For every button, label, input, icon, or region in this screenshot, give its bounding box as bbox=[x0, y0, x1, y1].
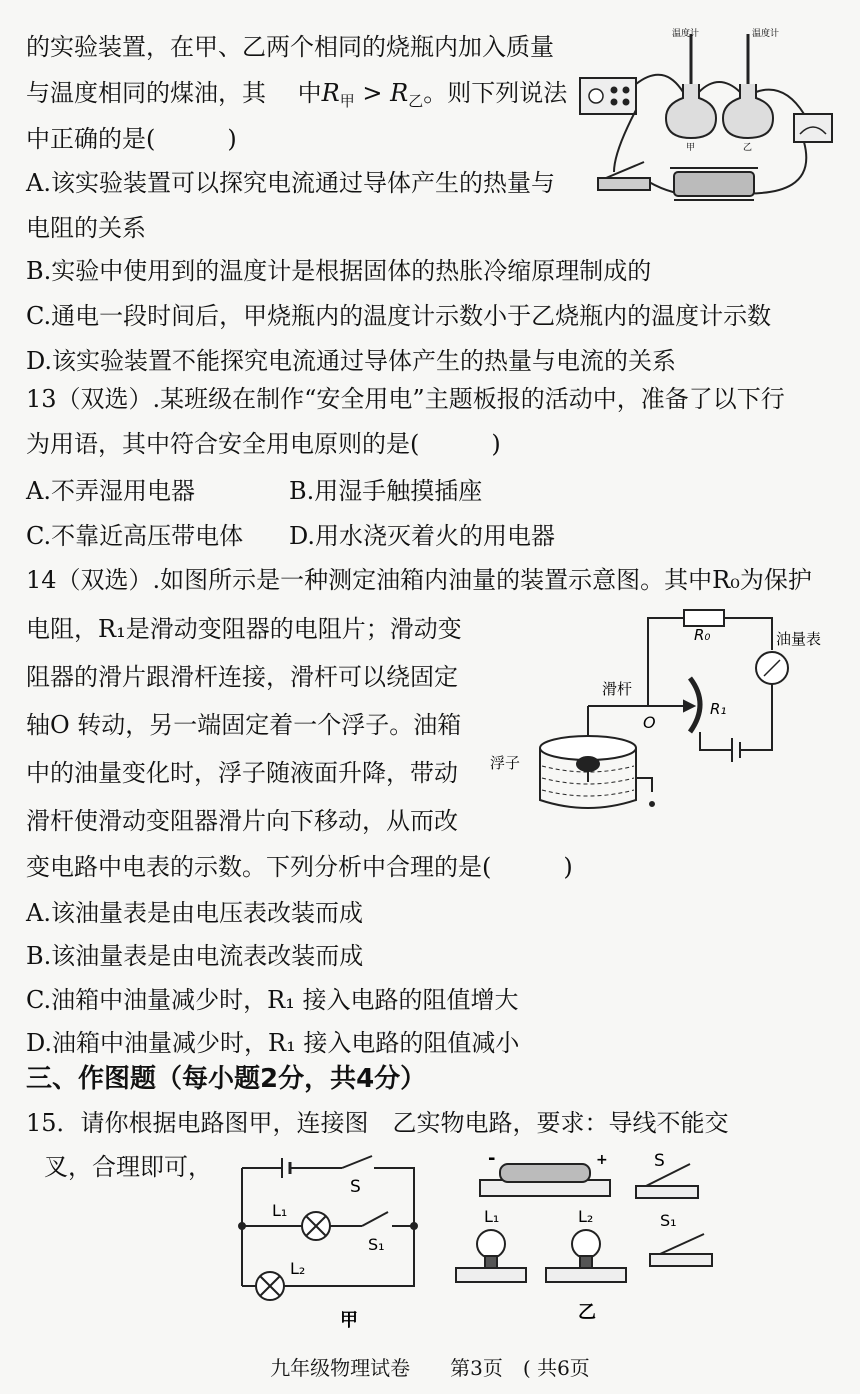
q14-option-c: C.油箱中油量减少时，R₁ 接入电路的阻值增大 bbox=[26, 986, 519, 1014]
pivot-o-label: O bbox=[643, 713, 656, 732]
q14-option-d: D.油箱中油量减少时，R₁ 接入电路的阻值减小 bbox=[26, 1029, 520, 1057]
q14-option-a: A.该油量表是由电压表改装而成 bbox=[26, 899, 363, 927]
q15-stem-line2: 叉，合理即可， bbox=[44, 1153, 212, 1181]
flask-jia-icon bbox=[666, 84, 716, 138]
q14-stem-line7: 变电路中电表的示数。下列分析中合理的是( ) bbox=[26, 853, 573, 881]
gt-sign: > bbox=[362, 79, 383, 107]
r0-resistor-icon bbox=[684, 610, 724, 626]
yi-s-label: S bbox=[654, 1151, 665, 1171]
q15-stem-line1: 15．请你根据电路图甲，连接图 乙实物电路，要求：导线不能交 bbox=[26, 1109, 729, 1137]
q13-option-b: B.用湿手触摸插座 bbox=[289, 477, 483, 505]
q12-option-a-2: 电阻的关系 bbox=[26, 214, 146, 242]
q12-line3: 中正确的是( ) bbox=[26, 125, 237, 153]
flask-yi-label: 乙 bbox=[743, 143, 753, 153]
r1-label: R₁ bbox=[710, 700, 727, 718]
switch-icon bbox=[598, 178, 650, 190]
q12-line2-a: 与温度相同的煤油，其 中 bbox=[26, 79, 322, 107]
thermometer-1-label: 温度计 bbox=[672, 29, 700, 39]
section-3-heading: 三、作图题（每小题2分，共4分） bbox=[26, 1064, 427, 1094]
float-label: 浮子 bbox=[490, 754, 521, 772]
jia-s1-label: S₁ bbox=[368, 1235, 385, 1254]
lamp-l1-component-icon bbox=[456, 1268, 526, 1282]
lever-label: 滑杆 bbox=[602, 680, 633, 698]
tap-icon bbox=[636, 778, 652, 792]
meter-icon bbox=[794, 114, 832, 142]
lamp-l2-component-icon bbox=[546, 1268, 626, 1282]
q14-oil-gauge-figure bbox=[488, 606, 838, 822]
q12-option-b: B.实验中使用到的温度计是根据固体的热胀冷缩原理制成的 bbox=[26, 257, 652, 285]
q12-option-c: C.通电一段时间后，甲烧瓶内的温度计示数小于乙烧瓶内的温度计示数 bbox=[26, 302, 772, 330]
q14-stem-line5: 中的油量变化时，浮子随液面升降，带动 bbox=[26, 759, 458, 787]
q14-stem-line4: 轴O 转动，另一端固定着一个浮子。油箱 bbox=[26, 711, 462, 739]
switch-s-component-icon bbox=[636, 1186, 698, 1198]
rheostat-icon bbox=[674, 172, 754, 196]
q13-stem-line1: 13（双选）.某班级在制作“安全用电”主题板报的活动中，准备了以下行 bbox=[26, 385, 785, 413]
float-icon bbox=[577, 757, 599, 771]
q13-option-c: C.不靠近高压带电体 bbox=[26, 522, 244, 550]
r0-label: R₀ bbox=[694, 626, 711, 644]
q12-line1: 的实验装置，在甲、乙两个相同的烧瓶内加入质量 bbox=[26, 33, 554, 61]
switch-s-symbol-icon bbox=[342, 1156, 372, 1168]
q15-circuit-diagram-jia bbox=[232, 1154, 432, 1334]
jia-caption: 甲 bbox=[340, 1310, 358, 1331]
battery-plus-label: + bbox=[596, 1152, 608, 1168]
yi-caption: 乙 bbox=[578, 1302, 596, 1323]
r-jia-sub: 甲 bbox=[339, 92, 355, 110]
q12-line2-b: 。则下列说法 bbox=[423, 79, 568, 107]
q12-option-a-1: A.该实验装置可以探究电流通过导体产生的热量与 bbox=[26, 169, 555, 197]
r-jia-symbol: R bbox=[321, 79, 340, 107]
flask-yi-icon bbox=[723, 84, 773, 138]
q15-physical-components-yi bbox=[450, 1150, 730, 1330]
yi-l1-label: L₁ bbox=[484, 1207, 500, 1226]
jia-l1-label: L₁ bbox=[272, 1201, 288, 1220]
battery-minus-label: - bbox=[488, 1150, 496, 1169]
q14-option-b: B.该油量表是由电流表改装而成 bbox=[26, 942, 364, 970]
q13-option-d: D.用水浇灭着火的用电器 bbox=[289, 522, 556, 550]
jia-l2-label: L₂ bbox=[290, 1259, 306, 1278]
flask-jia-label: 甲 bbox=[686, 143, 696, 153]
q12-option-d: D.该实验装置不能探究电流通过导体产生的热量与电流的关系 bbox=[26, 347, 677, 375]
q14-stem-line6: 滑杆使滑动变阻器滑片向下移动，从而改 bbox=[26, 807, 458, 835]
page-footer: 九年级物理试卷 第3页 ( 共6页 bbox=[270, 1356, 590, 1380]
switch-s1-symbol-icon bbox=[362, 1212, 388, 1226]
q14-stem-line3: 阻器的滑片跟滑杆连接，滑杆可以绕固定 bbox=[26, 663, 458, 691]
r-yi-symbol: R bbox=[390, 79, 409, 107]
thermometer-2-label: 温度计 bbox=[752, 29, 780, 39]
yi-l2-label: L₂ bbox=[578, 1207, 594, 1226]
switch-s1-component-icon bbox=[650, 1254, 712, 1266]
q12-apparatus-figure bbox=[574, 22, 840, 218]
q14-stem-line1: 14（双选）.如图所示是一种测定油箱内油量的装置示意图。其中R₀为保护 bbox=[26, 566, 812, 594]
q12-line2 bbox=[26, 78, 567, 116]
yi-s1-label: S₁ bbox=[660, 1211, 677, 1230]
q13-option-a: A.不弄湿用电器 bbox=[26, 477, 195, 505]
q14-stem-line2: 电阻，R₁是滑动变阻器的电阻片；滑动变 bbox=[26, 615, 462, 643]
jia-s-label: S bbox=[350, 1177, 361, 1197]
oil-gauge-label: 油量表 bbox=[776, 630, 822, 648]
q13-stem-line2: 为用语，其中符合安全用电原则的是( ) bbox=[26, 430, 501, 458]
r-yi-sub: 乙 bbox=[408, 92, 424, 110]
